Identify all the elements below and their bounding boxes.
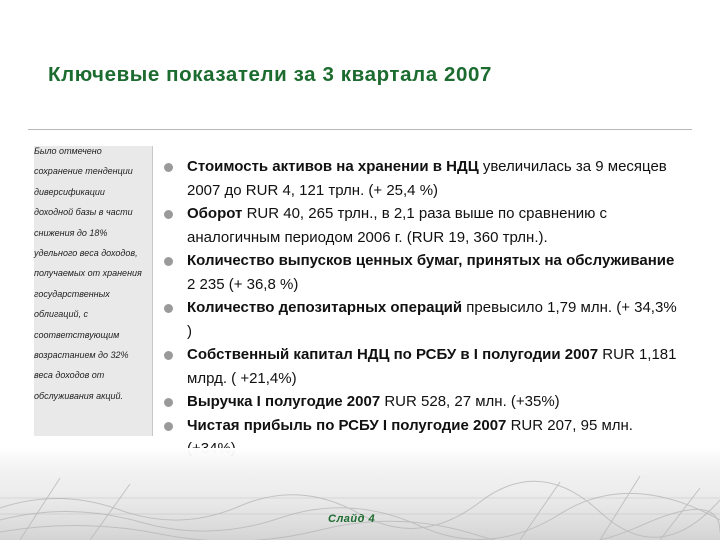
bullet-detail: RUR 207, 95 млн.	[510, 416, 633, 434]
bullet-dot-icon	[164, 304, 173, 313]
bullet-heading: Оборот	[187, 205, 243, 222]
bullet-detail: увеличилась за 9 месяцев 2007 до RUR 4, 121 трлн. (+ 25,4 %)	[187, 158, 667, 199]
footer-pattern	[0, 448, 720, 540]
bullet-detail: RUR 40, 265 трлн., в 2,1 раза выше по сравнению с аналогичным периодом 2006 г. (RUR 19, 360 трлн.).	[187, 205, 608, 246]
bullet-dot-icon	[164, 163, 173, 172]
bullet-revenue	[163, 390, 683, 414]
bullet-issues	[163, 249, 683, 296]
bullet-turnover	[163, 202, 683, 249]
bullet-heading: Стоимость активов на хранении в НДЦ	[187, 158, 479, 175]
bullet-equity	[163, 343, 683, 390]
bullet-heading: Количество депозитарных операций	[187, 299, 463, 316]
bullet-detail: превысило 1,79 млн. (+ 34,3% )	[187, 299, 677, 340]
bullet-detail: RUR 1,181 млрд. ( +21,4%)	[187, 346, 677, 387]
bullet-dot-icon	[164, 398, 173, 407]
key-indicators-list	[163, 155, 683, 461]
bullet-detail: 2 235 (+ 36,8 %)	[187, 275, 299, 293]
bullet-dot-icon	[164, 210, 173, 219]
bullet-detail: RUR 528, 27 млн. (+35%)	[380, 393, 560, 410]
bullet-heading: Количество выпусков ценных бумаг, принятых на обслуживание	[187, 252, 675, 269]
slide-title: Ключевые показатели за 3 квартала 2007	[48, 63, 492, 86]
bullet-operations	[163, 296, 683, 343]
bullet-heading: Собственный капитал НДЦ по РСБУ в I полугодии 2007	[187, 346, 599, 363]
title-divider	[28, 129, 692, 130]
side-note-text: Было отмечено сохранение тенденции диверсификации доходной базы в части снижения до 18% удельного веса доходов, получаемых от хранения государственных облигаций, с соответствующим возрастанием до 32% веса доходов от обслуживания акций.	[34, 146, 142, 401]
bullet-heading: Выручка I полугодие 2007	[187, 393, 381, 410]
bullet-dot-icon	[164, 422, 173, 431]
bullet-assets	[163, 155, 683, 202]
bullet-dot-icon	[164, 257, 173, 266]
bullet-dot-icon	[164, 351, 173, 360]
bullet-heading: Чистая прибыль по РСБУ I полугодие 2007	[187, 416, 507, 434]
slide-number: Слайд 4	[328, 513, 376, 525]
